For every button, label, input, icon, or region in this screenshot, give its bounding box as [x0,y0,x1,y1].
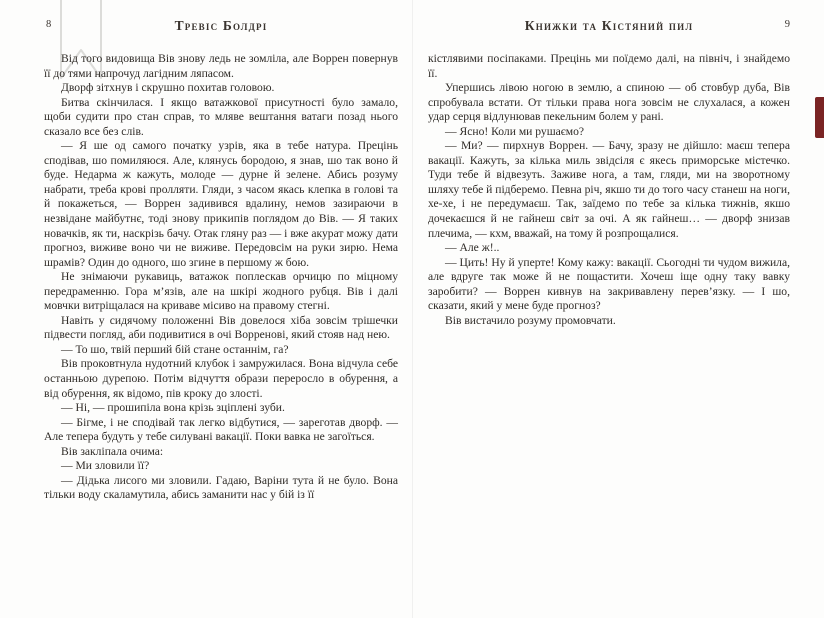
paragraph: — Цить! Ну й уперте! Кому кажу: вакації. Сьогодні ти чудом вижила, але вдруге так може й не пощастити. Хочеш іще одну таку вавку заробити? — Воррен кивнув на закривавлену перев’язку. — І шо, сказати, який у мене буде прогноз? [428,255,790,313]
paragraph: Навіть у сидячому положенні Вів довелося хіба зовсім трішечки підвести погляд, аби подивитися в очі Ворренові, який стояв над нею. [44,313,398,342]
paragraph: — Ясно! Коли ми рушаємо? [445,124,585,138]
page-header-right [428,18,790,40]
page-number-left: 8 [46,19,52,30]
paragraph: Дворф зітхнув і скрушно похитав головою. [61,81,275,95]
page-number-right: 9 [784,19,790,30]
page-text-right [428,52,790,328]
running-title-right: Книжки та Кістяний пил [524,18,694,33]
paragraph: — Бігме, і не сподівай так легко відбутися, — зареготав дворф. — Але тепера будуть у тебе силувані вакації. Поки вавка не загоїться. [44,415,398,444]
paragraph: Вів вистачило розуму промовчати. [445,313,616,327]
paragraph: — Але ж!.. [445,241,500,255]
paragraph: Упершись лівою ногою в землю, а спиною — об стовбур дуба, Вів спробувала встати. От тільки права нога зовсім не слухалася, а кожен удар серця відлунював пекельним болем у рані. [428,81,790,124]
running-title-left: Тревіс Болдрі [174,18,268,33]
paragraph: — Ми? — пирхнув Воррен. — Бачу, зразу не дійшло: маєш тепера вакації. Кажуть, за кілька миль звідсіля є якесь приморське містечко. Туди тебе й відвезуть. Заживе нога, а там, гляди, ми на зворотному шляху тебе й підберемо. Певна річ, якшо ти до того часу станеш на ноги, хе-хе, і не передумаєш. Так, заїдемо по тебе за кілька тижнів, якшо дочекаєшся й не гайнеш світ за очі. А як гайнеш… — дворф знизав плечима, — кхм, вважай, на тому й розпрощалися. [428,139,790,240]
page-right [412,0,824,618]
paragraph: кістлявими посіпаками. Прецінь ми поїдемо далі, на північ, і знайдемо її. [428,52,790,80]
paragraph: Битва скінчилася. І якщо ватажкової присутності було замало, щоби судити про стан справ, то мляве вештання ватаги позад нього сказало все без слів. [44,95,398,138]
paragraph: — Ні, — прошипіла вона крізь зціплені зуби. [61,401,285,415]
paragraph: — Дідька лисого ми зловили. Гадаю, Варіни тута й не було. Вона тільки воду скаламутила, абись заманити нас у бій із її [44,473,398,502]
paragraph: Вів закліпала очима: [61,444,164,458]
paragraph: Від того видовища Вів знову ледь не зомліла, але Воррен повернув її до тями напрочуд лагідним ляпасом. [44,52,398,80]
paragraph: Вів проковтнула нудотний клубок і замружилася. Вона відчула себе останньою дурепою. Потім відчуття образи переросло в обурення, а від обурення, як відомо, пів кроку до злості. [44,357,398,400]
page-text-left [44,52,398,503]
paragraph: — Ми зловили її? [61,459,150,473]
paragraph: Не знімаючи рукавиць, ватажок поплескав орчицю по міцному передраменню. Гора м’язів, але на шкірі жодного рубця. Вів і далі мовчки витріщалася на криваве місиво на правому стегні. [44,270,398,313]
paragraph: — Я ше од самого початку узрів, яка в тебе натура. Прецінь сподівав, шо помиляюся. Але, клянусь бородою, я знав, шо так воно й буде. Недарма ж кажуть, молоде — дурне й зелене. Абись розуму набрати, треба крові пролляти. Гляди, з часом якась клепка в голові та й покажеться, — Воррен задивився вдалину, немов зазираючи в незвідане майбутнє, тоді знову прикипів поглядом до Вів. — Я таких новачків, як ти, наскрізь бачу. Отак гляну раз — і вже акурат можу дати прогноз, виживе воно чи не виживе. Передовсім на руки зирю. Нема шрамів? Один до одного, шо згине в першому ж бою. [44,139,398,269]
bookmark-tab[interactable] [815,97,824,138]
paragraph: — То шо, твій перший бій стане останнім, га? [61,342,289,356]
page-header-left [44,18,398,40]
